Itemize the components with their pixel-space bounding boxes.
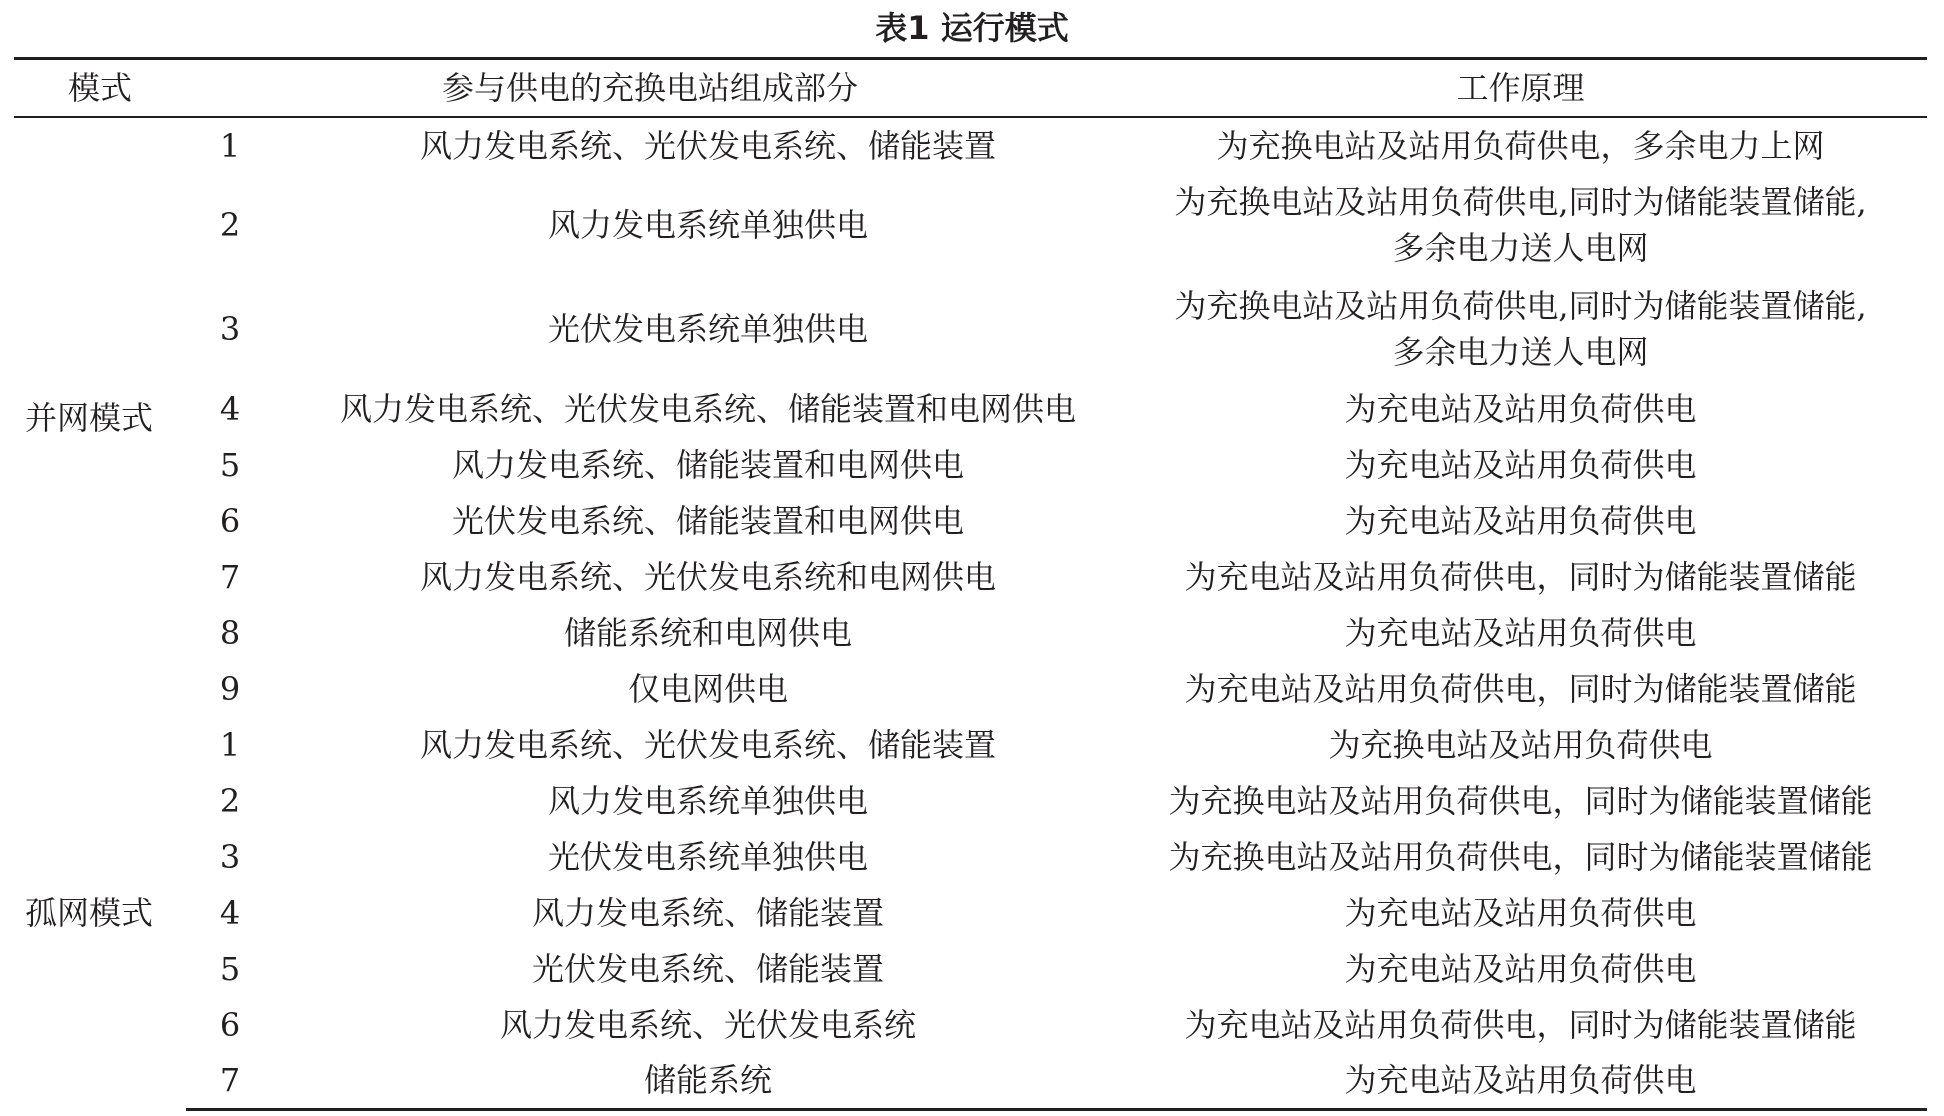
- principle-cell: 为充电站及站用负荷供电，同时为储能装置储能: [1184, 670, 1857, 708]
- components-cell: 光伏发电系统、储能装置和电网供电: [452, 502, 965, 540]
- table-row: [14, 493, 1927, 549]
- components-cell: 风力发电系统、储能装置: [532, 894, 885, 932]
- table-header-row: [14, 59, 1927, 118]
- principle-cell: 为充电站及站用负荷供电: [1114, 1053, 1927, 1109]
- principle-cell: 为充电站及站用负荷供电: [1344, 502, 1697, 540]
- principle-line-1: 为充换电站及站用负荷供电,同时为储能装置储能,: [1174, 183, 1867, 221]
- principle-cell: 为充电站及站用负荷供电: [1344, 950, 1697, 988]
- row-number: 3: [219, 310, 241, 348]
- table-row: [14, 437, 1927, 493]
- components-cell: 光伏发电系统、储能装置: [532, 950, 885, 988]
- row-number: 7: [186, 1053, 302, 1109]
- row-number: 6: [219, 1006, 241, 1044]
- components-cell: 仅电网供电: [628, 670, 789, 708]
- table-body: [14, 117, 1927, 1109]
- row-number: 6: [219, 502, 241, 540]
- table-row: [14, 1053, 1927, 1109]
- principle-cell: 为充电站及站用负荷供电: [1344, 614, 1697, 652]
- components-cell: 风力发电系统单独供电: [548, 782, 869, 820]
- principle-cell: 为充换电站及站用负荷供电，多余电力上网: [1216, 126, 1825, 165]
- row-number: 1: [219, 126, 241, 165]
- table-row: [14, 773, 1927, 829]
- row-number: 5: [219, 446, 241, 484]
- table-row: [14, 277, 1927, 381]
- table-row: [14, 941, 1927, 997]
- principle-cell: [1114, 173, 1927, 277]
- row-number: 1: [219, 726, 241, 764]
- principle-cell: 为充电站及站用负荷供电: [1344, 390, 1697, 428]
- principle-cell: 为充换电站及站用负荷供电，同时为储能装置储能: [1168, 838, 1873, 876]
- row-number: 4: [219, 894, 241, 932]
- table-row: [14, 173, 1927, 277]
- table-row: [14, 661, 1927, 717]
- table-row: [14, 997, 1927, 1053]
- components-cell: 风力发电系统、光伏发电系统、储能装置: [420, 726, 997, 764]
- principle-cell: 为充换电站及站用负荷供电，同时为储能装置储能: [1168, 782, 1873, 820]
- principle-cell: 为充电站及站用负荷供电，同时为储能装置储能: [1184, 1006, 1857, 1044]
- components-cell: 风力发电系统、储能装置和电网供电: [452, 446, 965, 484]
- table-row: [14, 605, 1927, 661]
- row-number: 3: [219, 838, 241, 876]
- mode-cell-island: 孤网模式: [24, 894, 153, 932]
- components-cell: 风力发电系统、光伏发电系统、储能装置: [420, 126, 997, 165]
- row-number: 8: [219, 614, 241, 652]
- principle-line-1: 为充换电站及站用负荷供电,同时为储能装置储能,: [1174, 287, 1867, 325]
- header-components: 参与供电的充换电站组成部分: [186, 59, 1114, 118]
- row-number: 2: [219, 782, 241, 820]
- components-cell: 风力发电系统、光伏发电系统: [500, 1006, 917, 1044]
- principle-cell: [1114, 277, 1927, 381]
- row-number: 9: [219, 670, 241, 708]
- principle-line-2: 多余电力送人电网: [1392, 333, 1649, 371]
- components-cell: 风力发电系统、光伏发电系统和电网供电: [420, 558, 997, 596]
- components-cell: 光伏发电系统单独供电: [548, 310, 869, 348]
- principle-cell: 为充电站及站用负荷供电: [1344, 446, 1697, 484]
- principle-line-2: 多余电力送人电网: [1392, 229, 1649, 267]
- components-cell: 储能系统和电网供电: [564, 614, 853, 652]
- principle-cell: 为充电站及站用负荷供电: [1344, 894, 1697, 932]
- table-row: [14, 117, 1927, 173]
- header-principle: 工作原理: [1114, 59, 1927, 118]
- table-row: [14, 829, 1927, 885]
- table-row: [14, 549, 1927, 605]
- table-row: [14, 885, 1927, 941]
- header-mode: 模式: [14, 59, 186, 118]
- components-cell: 风力发电系统单独供电: [548, 206, 869, 244]
- table-row: [14, 717, 1927, 773]
- table-caption: 表1 运行模式: [875, 9, 1069, 47]
- row-number: 4: [219, 390, 241, 428]
- principle-cell: 为充换电站及站用负荷供电: [1328, 726, 1713, 764]
- operation-mode-table: [14, 57, 1927, 1111]
- mode-cell-grid: 并网模式: [24, 398, 153, 437]
- row-number: 7: [219, 558, 241, 596]
- components-cell: 储能系统: [302, 1053, 1114, 1109]
- row-number: 5: [219, 950, 241, 988]
- table-row: [14, 381, 1927, 437]
- principle-cell: 为充电站及站用负荷供电，同时为储能装置储能: [1184, 558, 1857, 596]
- components-cell: 光伏发电系统单独供电: [548, 838, 869, 876]
- components-cell: 风力发电系统、光伏发电系统、储能装置和电网供电: [340, 390, 1077, 428]
- row-number: 2: [219, 206, 241, 244]
